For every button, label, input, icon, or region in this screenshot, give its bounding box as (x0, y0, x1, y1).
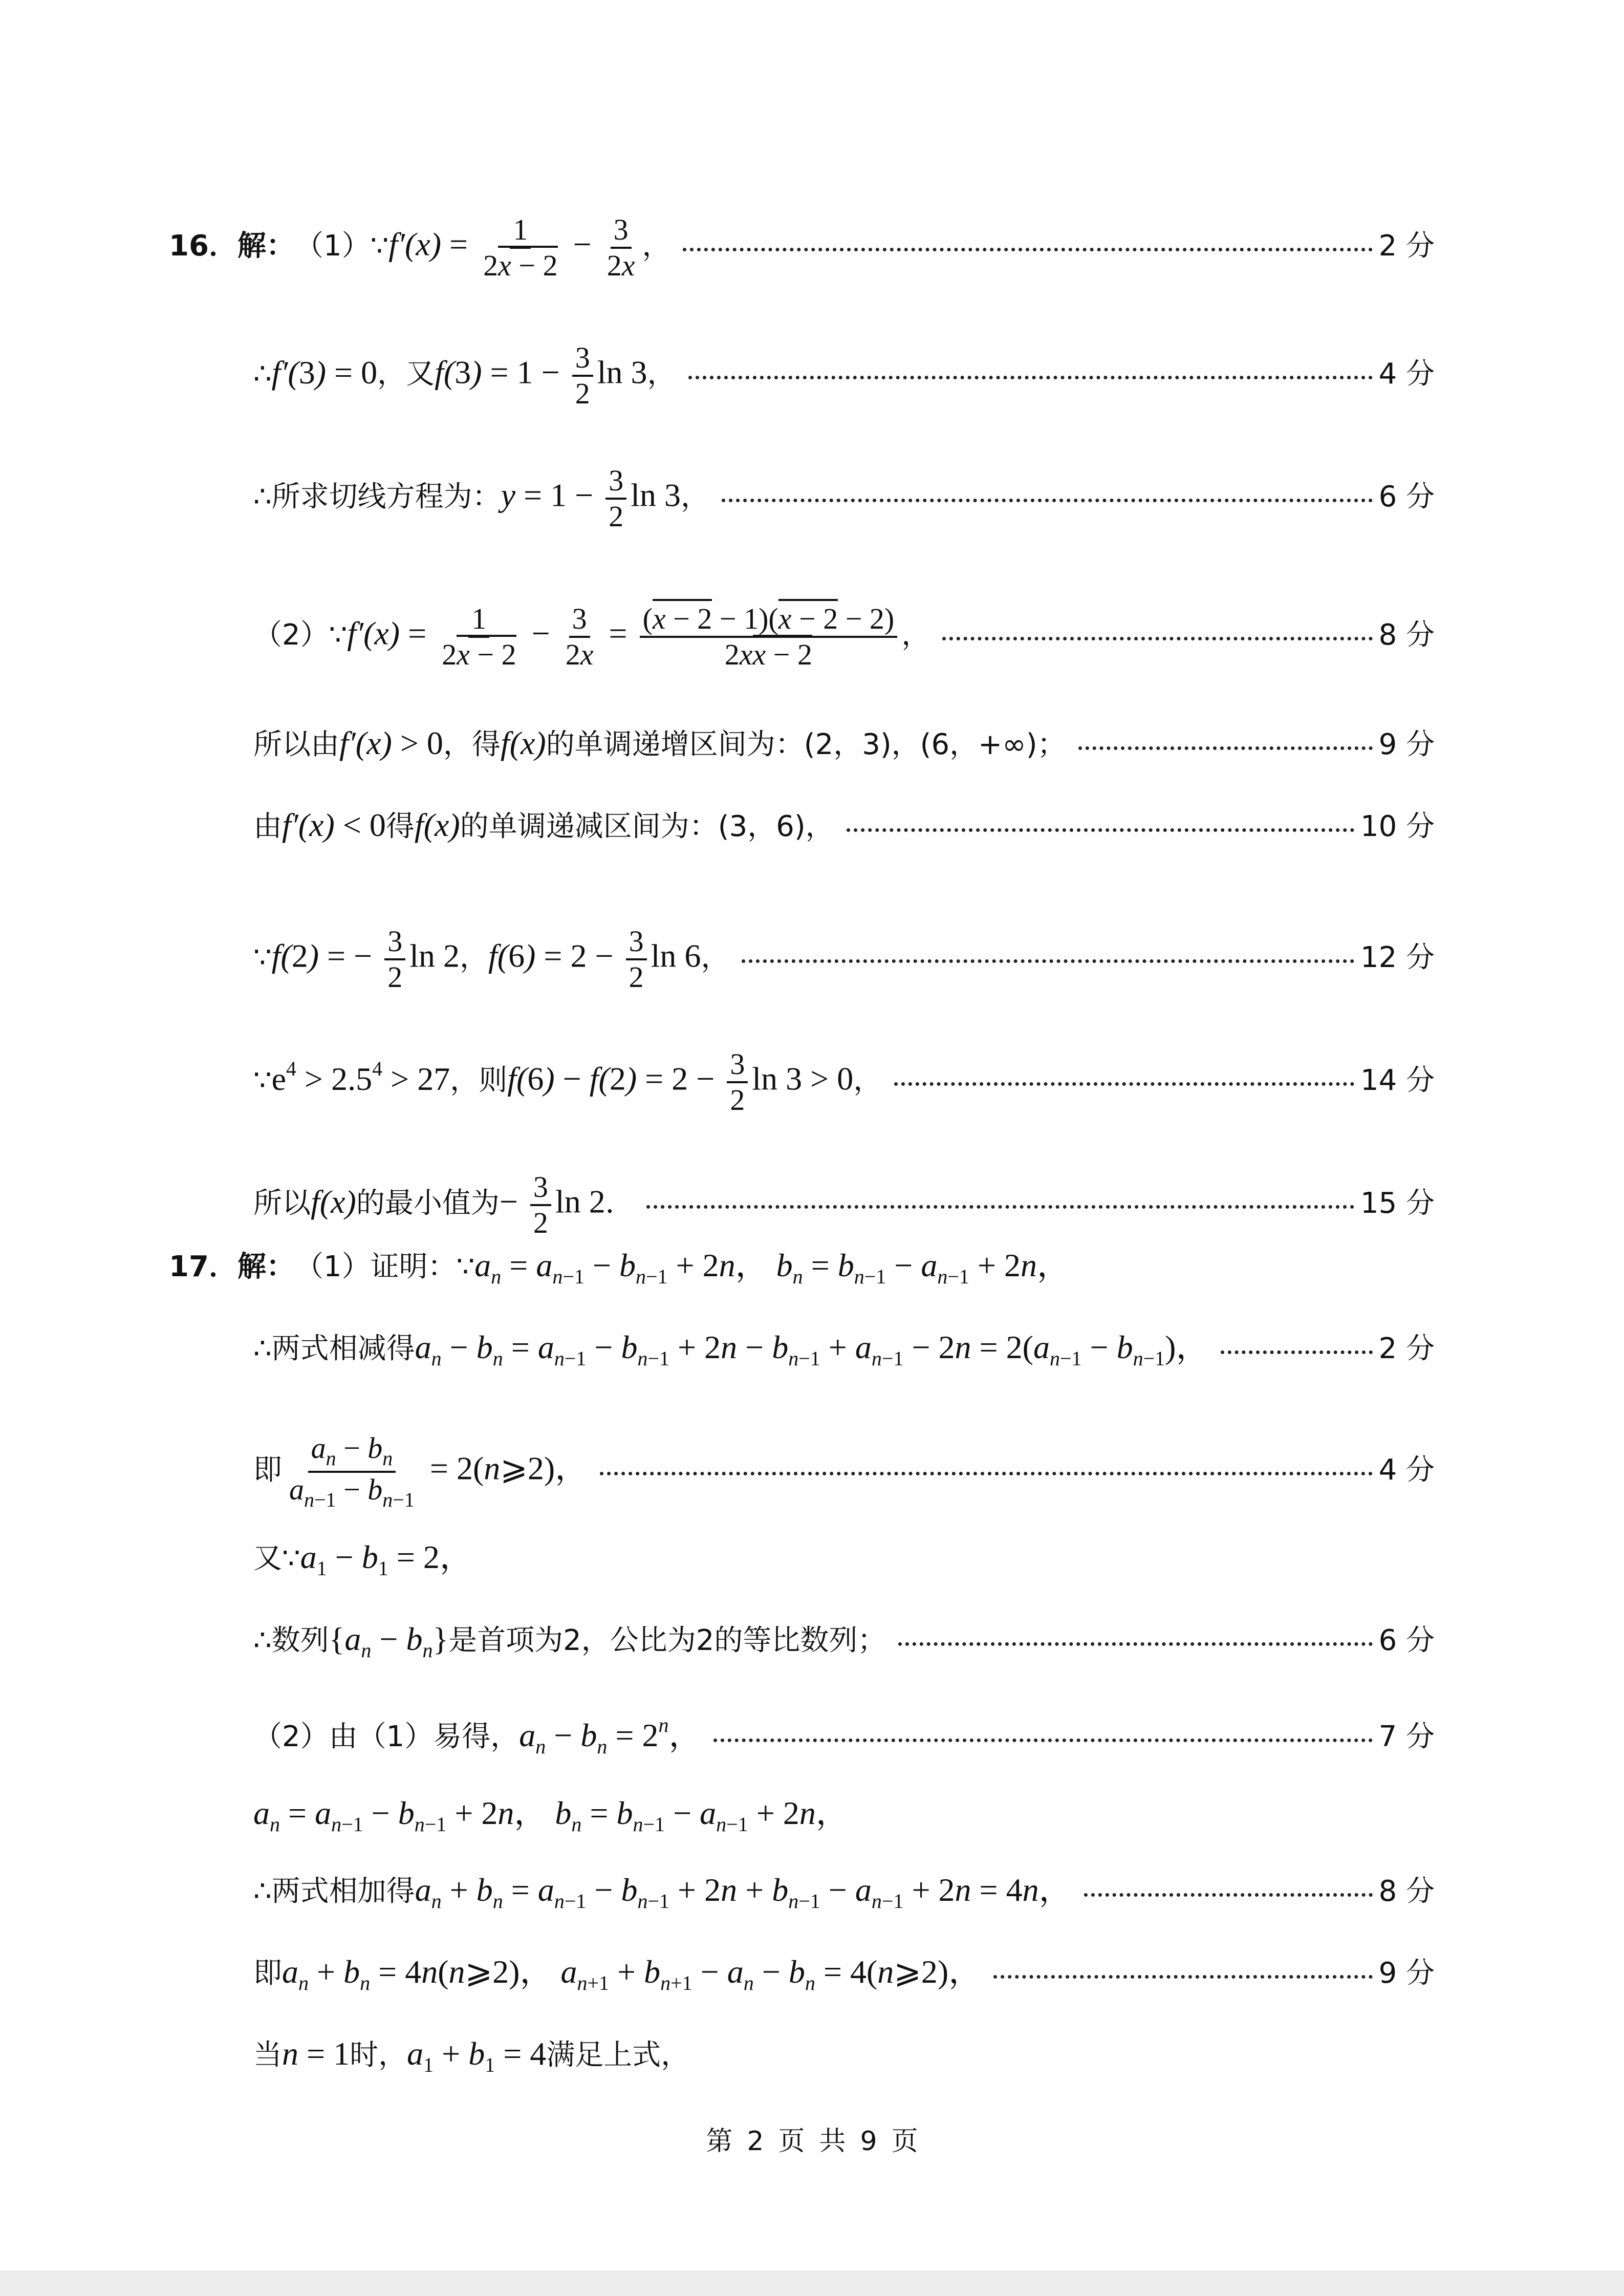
q16-part2: （2） (253, 618, 329, 652)
when-text: 当 (253, 2038, 282, 2072)
comma: ， (681, 480, 710, 513)
so-by-text: 所以由 (253, 728, 339, 761)
formula-recurrence-a: $a_n = a_{n-1} - b_{n-1} + 2n$， (474, 1247, 768, 1288)
also-because-text: 又∵ (253, 1542, 300, 1575)
tangent-text: 所求切线方程为： (271, 480, 501, 513)
sequence-text: 是首项为2，公比为2的等比数列； (448, 1624, 886, 1657)
q16-line-3 (253, 466, 1435, 531)
q16-line-4 (253, 604, 1435, 670)
because-symbol: ∵ (456, 1250, 475, 1283)
dot-leader (683, 248, 1372, 251)
dot-leader (742, 959, 1354, 963)
sequence-prefix-text: ∴数列 (253, 1624, 329, 1657)
therefore-symbol: ∴ (253, 357, 272, 391)
formula-min-value: − $\frac{3}{2}$ ln 2 (499, 1170, 605, 1239)
footer-di: 第 (706, 2126, 733, 2157)
score-points: 12 分 (1360, 940, 1435, 974)
score-points: 6 分 (1378, 1624, 1435, 1657)
page-footer (0, 2119, 1624, 2158)
score-points: 2 分 (1378, 229, 1435, 263)
q17-number: 17． (169, 1250, 237, 1283)
increasing-interval-text: 的单调递增区间为：(2，3)，(6，+∞)； (546, 728, 1066, 761)
q16-line-2 (253, 343, 1435, 409)
formula-f6-minus-f2: f(6) − f(2) = 2 − $\frac{3}{2}$ ln 3 > 0 (507, 1047, 854, 1117)
fraction: $\frac{3}{2x}$ (607, 213, 635, 282)
dot-leader (894, 1082, 1354, 1086)
subtract-text: ∴两式相减得 (253, 1332, 415, 1365)
footer-ye2: 页 (891, 2126, 918, 2157)
q16-part1: （1） (294, 229, 371, 263)
when-mid-text: 时， (350, 2038, 407, 2072)
q17-line-6 (253, 1715, 1435, 1757)
dot-leader (1078, 746, 1373, 750)
formula-e4-compare: $e^4 > 2.5^4 > 27$ (271, 1057, 450, 1097)
q17-line-4 (253, 1541, 1435, 1579)
q16-number: 16． (169, 229, 237, 263)
formula-f-6: f(6) = 2 − $\frac{3}{2}$ ln 6 (488, 925, 701, 994)
dot-leader (942, 637, 1372, 640)
because-symbol: ∵ (370, 229, 389, 263)
by-text: 由 (253, 810, 282, 843)
score-points: 8 分 (1378, 618, 1435, 652)
comma: ， (701, 940, 730, 974)
add-text: ∴两式相加得 (253, 1875, 415, 1908)
fraction: $\frac{3}{2}$ (626, 927, 647, 992)
score-points: 2 分 (1378, 1332, 1435, 1365)
formula-recurrence-a: $a_n = a_{n-1} - b_{n-1} + 2n$， (253, 1795, 547, 1836)
ie-text: 即 (253, 1957, 282, 1990)
period: ． (605, 1186, 634, 1220)
formula-f-3: f(3) = 1 − $\frac{3}{2}$ ln 3 (435, 341, 647, 410)
decreasing-interval-text: 的单调递减区间为：(3，6)， (460, 810, 834, 843)
because-symbol: ∵ (329, 618, 348, 652)
q17-part1: （1）证明： (294, 1250, 457, 1283)
formula-f-prime: f′(x) = $\frac{1}{2x - 2}$ − $\frac{3}{2x}$ (388, 215, 642, 281)
q17-line-10 (253, 2037, 1435, 2075)
dot-leader (600, 1472, 1372, 1475)
q16-line-9 (253, 1172, 1435, 1238)
score-points: 4 分 (1378, 357, 1435, 391)
q16-label: 解： (237, 229, 295, 263)
comma: ， (460, 940, 489, 974)
then-text: ，则 (450, 1063, 508, 1097)
q16-line-7 (253, 927, 1435, 992)
total-pages: 9 (860, 2126, 877, 2157)
comma: ， (901, 618, 930, 652)
formula-base-case: $a_1 + b_1 = 4$ (407, 2035, 547, 2076)
q17-line-7 (253, 1797, 1435, 1835)
formula-f-2: f(2) = − $\frac{3}{2}$ ln 2 (271, 925, 460, 994)
q17-line-1 (169, 1249, 1435, 1287)
q17-line-9 (253, 1956, 1435, 1993)
formula-sequence: $\{a_n - b_n\}$ (329, 1621, 449, 1662)
score-points: 9 分 (1378, 728, 1435, 761)
score-points: 14 分 (1360, 1063, 1435, 1097)
get-text: ，得 (443, 728, 501, 761)
because-symbol: ∵ (253, 1063, 272, 1097)
part2-text: （2）由（1）易得， (253, 1720, 519, 1753)
formula-f-x: f(x) (500, 725, 546, 761)
because-symbol: ∵ (253, 940, 272, 974)
page-number: 2 (747, 2126, 764, 2157)
formula-initial: $a_1 - b_1 = 2$， (300, 1539, 472, 1580)
score-points: 9 分 (1378, 1957, 1435, 1990)
footer-ye: 页 (778, 2126, 805, 2157)
dot-leader (847, 828, 1354, 832)
footer-gong: 共 (819, 2126, 846, 2157)
formula-recurrence-b: $b_n = b_{n-1} - a_{n-1} + 2n$， (547, 1795, 849, 1836)
dot-leader (898, 1642, 1372, 1646)
q17-label: 解： (237, 1250, 295, 1283)
fraction: $\frac{3}{2}$ (605, 466, 626, 531)
fraction: $\frac{a_n - b_n}{a_{n-1} - b_{n-1}}$ (289, 1431, 415, 1511)
therefore-symbol: ∴ (253, 480, 272, 513)
q16-line-6 (253, 809, 1435, 842)
score-points: 6 分 (1378, 480, 1435, 513)
comma: ， (853, 1063, 882, 1097)
score-points: 10 分 (1360, 810, 1435, 843)
formula-sum: $a_n + b_n = a_{n-1} - b_{n-1} + 2n + b_{n-1} - a_{n-1} + 2n = 4n$， (415, 1872, 1072, 1913)
q16-line-1 (169, 215, 1435, 281)
dot-leader (1084, 1893, 1373, 1897)
formula-f-prime-positive: f′(x) > 0 (339, 725, 443, 761)
q16-line-8 (253, 1049, 1435, 1115)
formula-f-prime-factored: f′(x) = $\frac{1}{2x - 2}$ − $\frac{3}{2x}$ = $\frac{(x - 2 - 1)(x - 2 - 2)}{2xx - 2}$ (347, 604, 901, 670)
dot-leader (646, 1205, 1354, 1209)
score-points: 15 分 (1360, 1186, 1435, 1220)
min-prefix-text: 所以 (253, 1186, 311, 1220)
formula-f-x: f(x) (414, 807, 460, 843)
fraction: $\frac{1}{2x - 2}$ (483, 213, 558, 282)
formula-sum-4n: $a_n + b_n$ = 4n(n⩾2)， (282, 1954, 553, 1994)
dot-leader (722, 499, 1373, 502)
also-text: ，又 (377, 357, 435, 391)
dot-leader (713, 1739, 1372, 1742)
comma: ， (647, 357, 676, 391)
q17-line-5 (253, 1623, 1435, 1661)
fraction: $\frac{1}{2x - 2}$ (442, 602, 516, 671)
min-mid-text: 的最小值为 (356, 1186, 500, 1220)
formula-f-prime-3: f′(3) = 0 (271, 354, 378, 391)
formula-ratio: $\frac{a_n - b_n}{a_{n-1} - b_{n-1}}$ = 2(n⩾2)， (282, 1433, 588, 1510)
formula-f-x: f(x) (311, 1183, 356, 1220)
q17-line-8 (253, 1874, 1435, 1912)
score-points: 8 分 (1378, 1875, 1435, 1908)
q17-line-2 (253, 1331, 1435, 1369)
get-text: 得 (385, 810, 415, 843)
dot-leader (993, 1975, 1372, 1979)
formula-f-prime-negative: f′(x) < 0 (282, 807, 386, 843)
fraction: $\frac{3}{2}$ (384, 927, 405, 992)
score-points: 7 分 (1378, 1720, 1435, 1753)
formula-sum-diff: $a_{n+1} + b_{n+1} - a_n - b_n$ = 4(n⩾2)， (552, 1954, 982, 1994)
fraction: $\frac{3}{2}$ (572, 343, 593, 409)
formula-tangent-line: y = 1 − $\frac{3}{2}$ ln 3 (501, 464, 681, 533)
formula-recurrence-b: $b_n = b_{n-1} - a_{n-1} + 2n$， (768, 1247, 1070, 1288)
fraction: $\frac{3}{2}$ (530, 1172, 551, 1238)
fraction: $\frac{(x - 2 - 1)(x - 2 - 2)}{2xx - 2}$ (640, 604, 898, 670)
score-points: 4 分 (1378, 1453, 1435, 1487)
q16-line-5 (253, 727, 1435, 760)
comma: ， (642, 229, 671, 263)
dot-leader (688, 376, 1373, 379)
formula-power: $a_n - b_n = 2^n$， (519, 1713, 702, 1758)
fraction: $\frac{3}{2}$ (727, 1049, 748, 1115)
formula-difference: $a_n - b_n = a_{n-1} - b_{n-1} + 2n - b_{n-1} + a_{n-1} - 2n = 2(a_{n-1} - b_{n-1})$， (415, 1329, 1209, 1370)
dot-leader (1221, 1350, 1372, 1354)
scan-bottom-band (0, 2270, 1624, 2296)
fraction: $\frac{3}{2x}$ (565, 602, 594, 671)
formula-n-equals-1: n = 1 (282, 2035, 350, 2072)
ie-text: 即 (253, 1453, 282, 1487)
q17-line-3 (253, 1433, 1435, 1510)
satisfy-text: 满足上式， (546, 2038, 690, 2072)
